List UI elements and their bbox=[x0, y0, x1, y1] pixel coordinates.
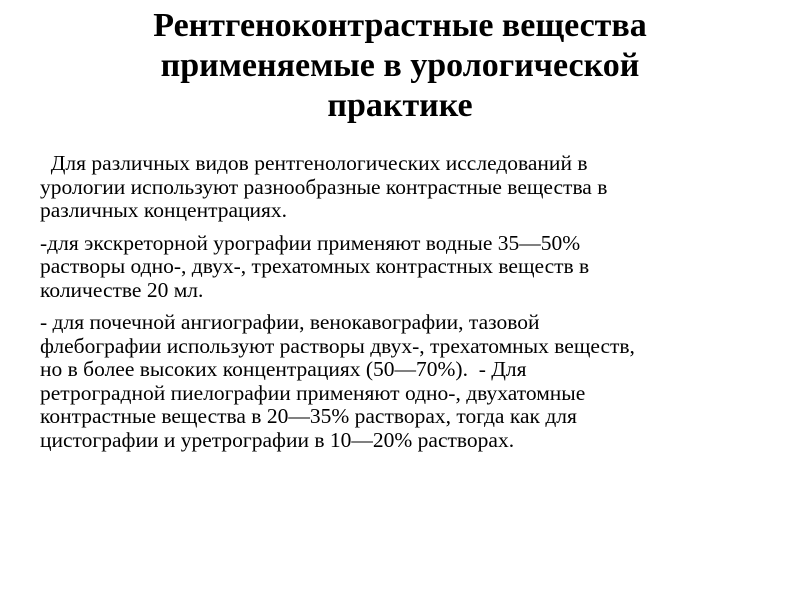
text-line: - для почечной ангиографии, венокавографии, тазовой bbox=[40, 310, 540, 334]
title-line: применяемые в урологической bbox=[160, 47, 640, 84]
text-line: контрастные вещества в 20—35% растворах, тогда как для bbox=[40, 404, 577, 428]
text-line: урологии используют разнообразные контрастные вещества в bbox=[40, 174, 608, 199]
paragraph-excretory-urography bbox=[40, 232, 790, 303]
text-line: но в более высоких концентрациях (50—70%). - Для bbox=[40, 357, 527, 381]
paragraph-intro bbox=[40, 152, 790, 223]
text-line: ретроградной пиелографии применяют одно-, двухатомные bbox=[40, 380, 586, 405]
title-line: практике bbox=[327, 87, 473, 124]
text-line: различных концентрациях. bbox=[40, 198, 288, 222]
paragraph-angiography bbox=[40, 311, 790, 452]
text-line: Для различных видов рентгенологических исследований в bbox=[40, 151, 588, 175]
text-line: растворы одно-, двух-, трехатомных контрастных веществ в bbox=[40, 254, 590, 278]
text-line: цистографии и уретрографии в 10—20% растворах. bbox=[40, 427, 515, 452]
text-line: количестве 20 мл. bbox=[40, 277, 204, 302]
slide-title bbox=[40, 6, 760, 126]
text-line: -для экскреторной урографии применяют водные 35—50% bbox=[40, 230, 581, 255]
text-line: флебографии используют растворы двух-, трехатомных веществ, bbox=[40, 333, 635, 358]
title-line: Рентгеноконтрастные вещества bbox=[153, 7, 647, 44]
slide-body bbox=[40, 152, 790, 461]
